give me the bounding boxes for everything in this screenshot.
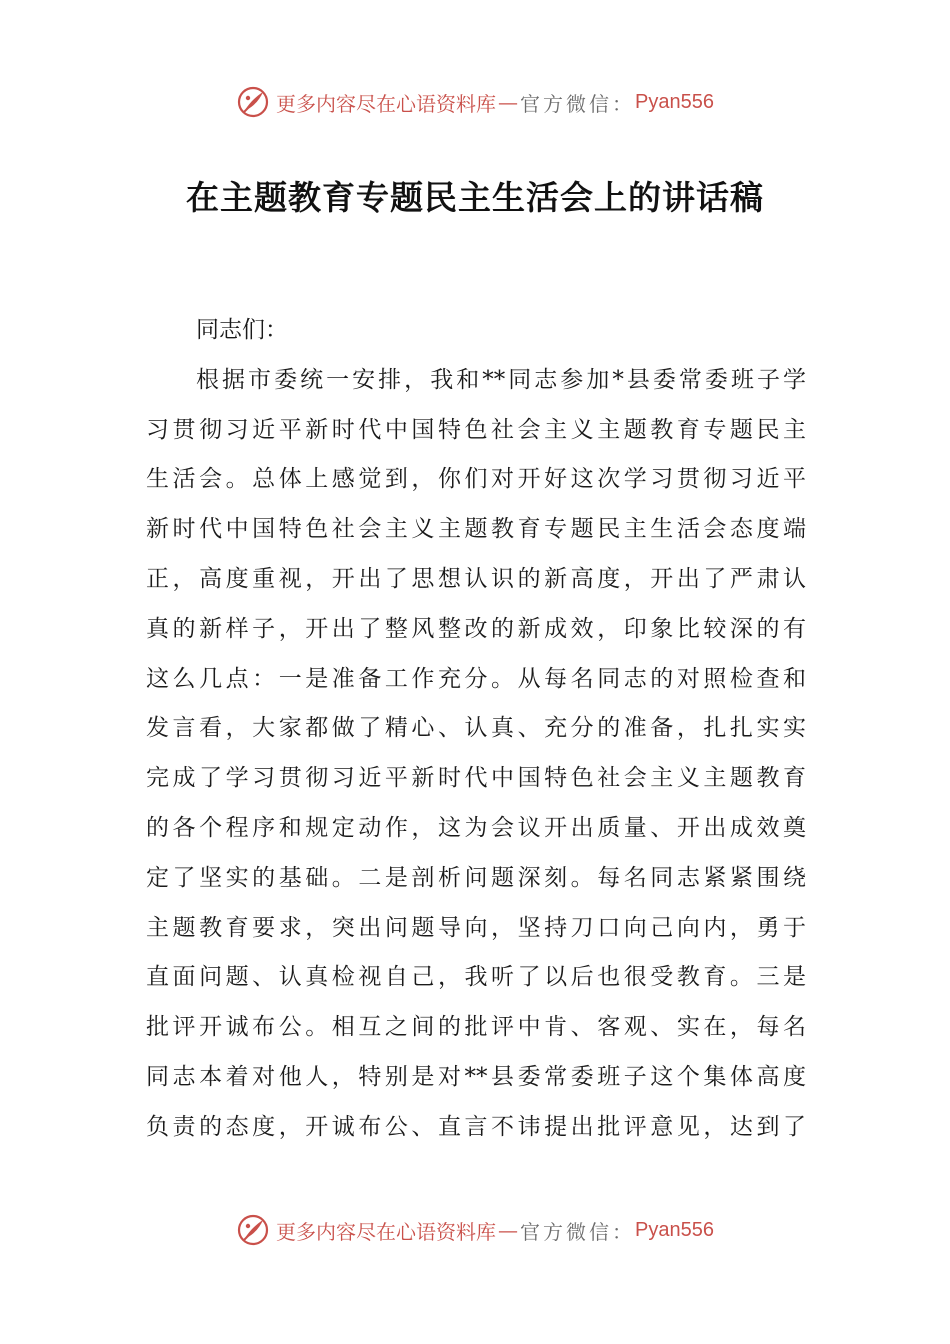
- banner-brand-text: 更多内容尽在心语资料库: [276, 1219, 497, 1244]
- banner-official-text: 官方微信：: [520, 1219, 636, 1244]
- body-line: 正，高度重视，开出了思想认识的新高度，开出了严肃认: [146, 565, 806, 592]
- banner-brand-text: 更多内容尽在心语资料库: [276, 91, 497, 116]
- body-line: 主题教育要求，突出问题导向，坚持刀口向己向内，勇于: [146, 914, 806, 941]
- document-body: [146, 306, 806, 1153]
- quill-pen-logo-icon: [236, 85, 270, 119]
- body-line: 生活会。总体上感觉到，你们对开好这次学习贯彻习近平: [146, 466, 806, 493]
- body-line: 的各个程序和规定动作，这为会议开出质量、开出成效奠: [146, 814, 806, 841]
- body-line: 习贯彻习近平新时代中国特色社会主义主题教育专题民主: [146, 416, 806, 443]
- body-line: 直面问题、认真检视自己，我听了以后也很受教育。三是: [146, 964, 806, 991]
- document-title: 在主题教育专题民主生活会上的讲话稿: [186, 178, 764, 217]
- body-line: 批评开诚布公。相互之间的批评中肯、客观、实在，每名: [146, 1014, 806, 1041]
- banner-wechat-id: Pyan556: [635, 90, 714, 113]
- salutation: 同志们：: [196, 317, 288, 343]
- header-banner: [0, 82, 950, 122]
- quill-pen-logo-icon: [236, 1213, 270, 1247]
- banner-dash: —: [498, 90, 519, 114]
- footer-banner: [0, 1210, 950, 1250]
- body-line: 真的新样子，开出了整风整改的新成效，印象比较深的有: [146, 615, 806, 642]
- body-line: 这么几点：一是准备工作充分。从每名同志的对照检查和: [146, 665, 806, 692]
- banner-wechat-id: Pyan556: [635, 1218, 714, 1241]
- body-line: 同志本着对他人，特别是对**县委常委班子这个集体高度: [146, 1063, 806, 1090]
- body-line: 完成了学习贯彻习近平新时代中国特色社会主义主题教育: [146, 765, 806, 792]
- body-line: 新时代中国特色社会主义主题教育专题民主生活会态度端: [146, 516, 806, 543]
- body-line: 负责的态度，开诚布公、直言不讳提出批评意见，达到了: [146, 1113, 806, 1140]
- banner-dash: —: [498, 1218, 519, 1242]
- body-line: 发言看，大家都做了精心、认真、充分的准备，扎扎实实: [146, 715, 806, 742]
- body-line: 定了坚实的基础。二是剖析问题深刻。每名同志紧紧围绕: [146, 864, 806, 891]
- body-line: 根据市委统一安排，我和**同志参加*县委常委班子学: [196, 366, 806, 393]
- banner-official-text: 官方微信：: [520, 91, 636, 116]
